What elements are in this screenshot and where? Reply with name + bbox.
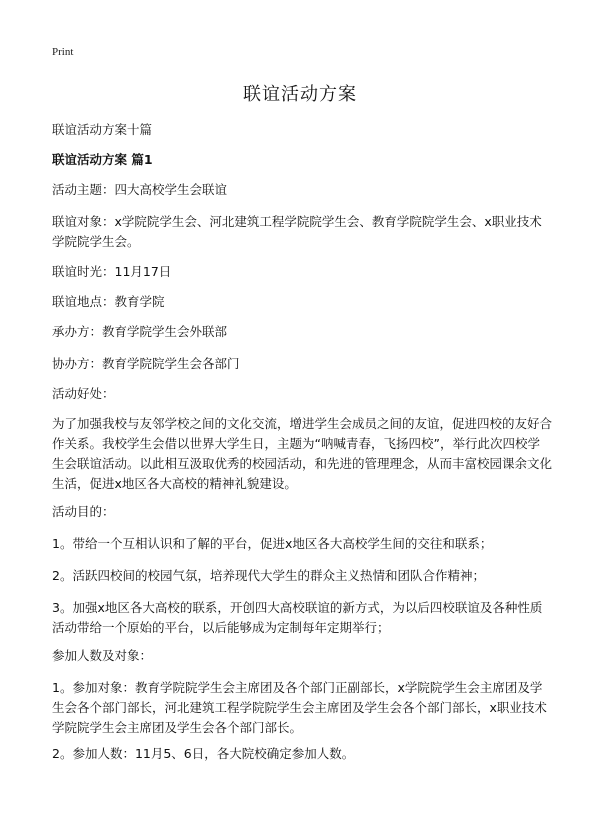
paragraph-location: 联谊地点：教育学院 — [52, 294, 165, 309]
paragraph-purpose-1: 1。带给一个互相认识和了解的平台，促进x地区各大高校学生间的交往和联系； — [52, 536, 493, 551]
paragraph-co-organizer: 协办方：教育学院院学生会各部门 — [52, 356, 240, 371]
paragraph-purpose-heading: 活动目的： — [52, 504, 115, 519]
document-subtitle: 联谊活动方案十篇 — [52, 122, 153, 137]
paragraph-benefits-body: 为了加强我校与友邻学校之间的文化交流，增进学生会成员之间的友谊，促进四校的友好合作关系。我校学生会借以世界大学生日，主题为“呐喊青春，飞扬四校”，举行此次四校学生会联谊活动。以此相互汲取优秀的校园活动，和先进的管理理念，从而丰富校园课余文化生活，促进x地区各大高校的精神礼貌建设。 — [52, 416, 553, 491]
section-heading: 联谊活动方案 篇1 — [52, 152, 153, 167]
document-title: 联谊活动方案 — [243, 84, 357, 105]
paragraph-attendees-heading: 参加人数及对象： — [52, 648, 153, 663]
paragraph-theme: 活动主题：四大高校学生会联谊 — [52, 182, 228, 197]
paragraph-benefits-heading: 活动好处： — [52, 386, 115, 401]
paragraph-organizer: 承办方：教育学院学生会外联部 — [52, 324, 228, 339]
paragraph-participants: 联谊对象：x学院院学生会、河北建筑工程学院院学生会、教育学院院学生会、x职业技术学院院学生会。 — [52, 214, 542, 249]
print-label: Print — [52, 46, 74, 58]
paragraph-attendees-2: 2。参加人数：11月5、6日，各大院校确定参加人数。 — [52, 746, 355, 761]
paragraph-purpose-3: 3。加强x地区各大高校的联系，开创四大高校联谊的新方式，为以后四校联谊及各种性质活动带给一个原始的平台，以后能够成为定制每年定期举行； — [52, 600, 543, 635]
paragraph-attendees-1: 1。参加对象：教育学院院学生会主席团及各个部门正副部长，x学院院学生会主席团及学生会各个部门部长，河北建筑工程学院院学生会主席团及学生会各个部门部长，x职业技术学院院学生会主席团及学生会各个部门部长。 — [52, 680, 547, 735]
paragraph-time: 联谊时光：11月17日 — [52, 264, 172, 279]
paragraph-purpose-2: 2。活跃四校间的校园气氛，培养现代大学生的群众主义热情和团队合作精神； — [52, 568, 485, 583]
